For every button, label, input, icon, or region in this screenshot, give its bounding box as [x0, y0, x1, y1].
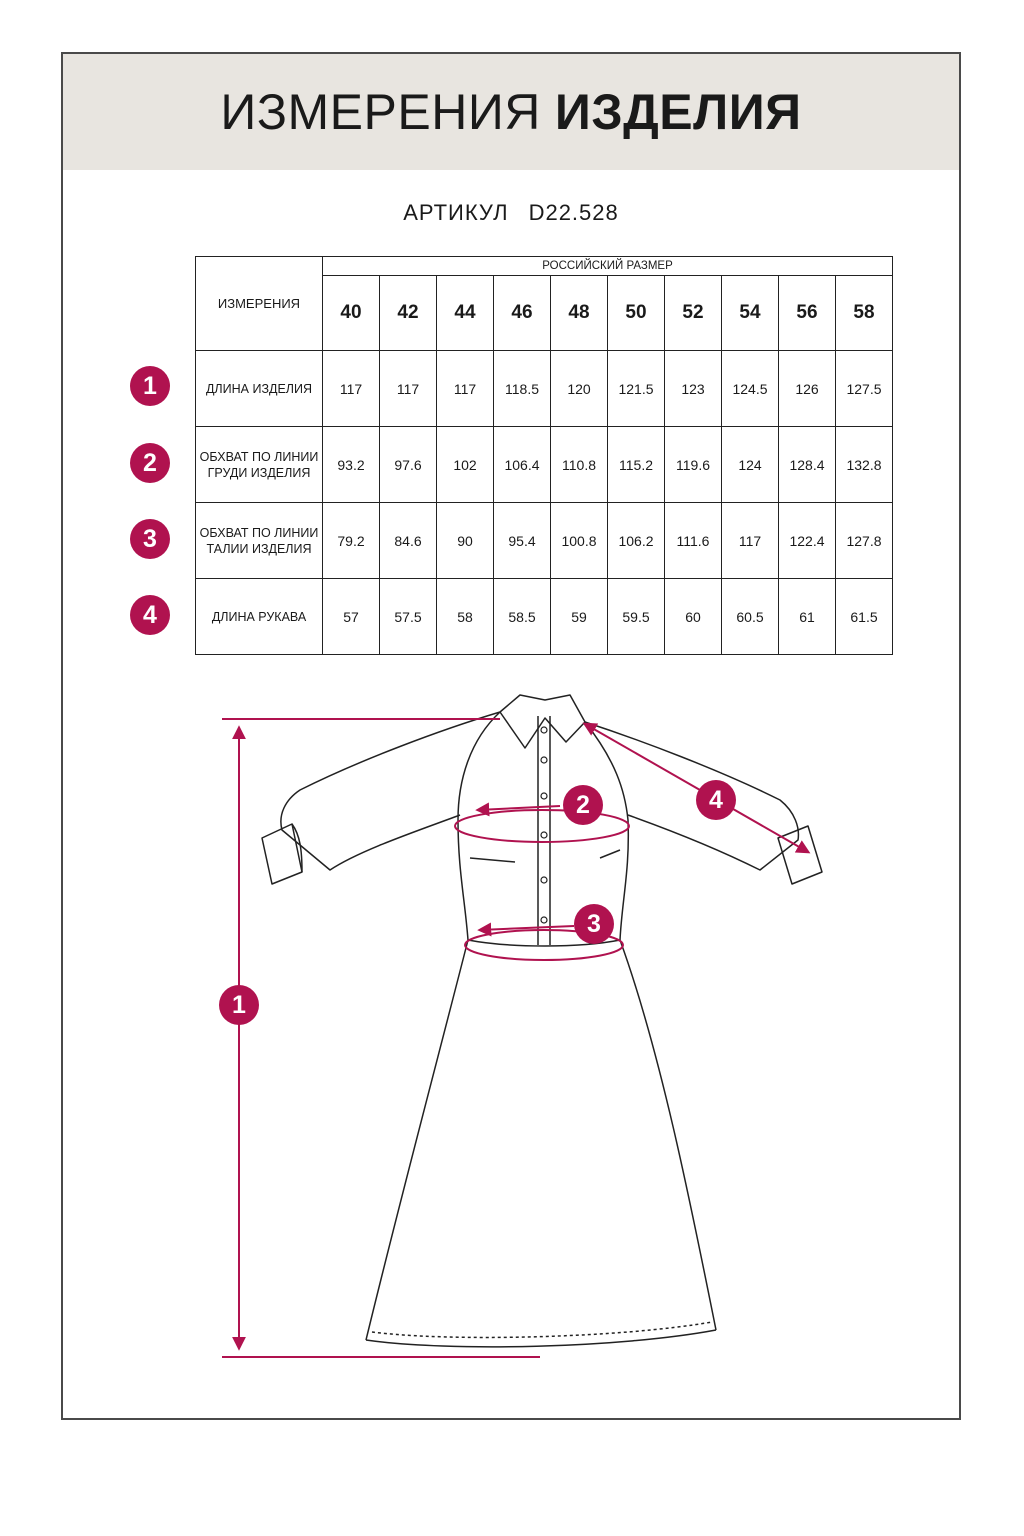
button-dots: [541, 727, 547, 923]
table-cell: 122.4: [779, 503, 836, 579]
size-header: 48: [551, 276, 608, 351]
table-cell: 95.4: [494, 503, 551, 579]
row-label-waist: ОБХВАТ ПО ЛИНИИ ТАЛИИ ИЗДЕЛИЯ: [196, 503, 323, 579]
table-cell: 117: [323, 351, 380, 427]
table-cell: 127.8: [836, 503, 893, 579]
diagram-marker-2: 2: [563, 785, 603, 825]
table-cell: 126: [779, 351, 836, 427]
table-cell: 118.5: [494, 351, 551, 427]
row-label-sleeve: ДЛИНА РУКАВА: [196, 579, 323, 655]
table-cell: 61.5: [836, 579, 893, 655]
length-measure: [222, 719, 540, 1357]
dress-outline: [262, 695, 822, 1347]
size-header: 50: [608, 276, 665, 351]
article-code: D22.528: [528, 200, 619, 225]
table-cell: 106.4: [494, 427, 551, 503]
title-bold: ИЗДЕЛИЯ: [554, 84, 802, 140]
title-light: ИЗМЕРЕНИЯ: [220, 84, 541, 140]
table-cell: 119.6: [665, 427, 722, 503]
table-cell: 110.8: [551, 427, 608, 503]
table-cell: 128.4: [779, 427, 836, 503]
diagram-marker-4: 4: [696, 780, 736, 820]
row-label-length: ДЛИНА ИЗДЕЛИЯ: [196, 351, 323, 427]
table-cell: 90: [437, 503, 494, 579]
size-header: 58: [836, 276, 893, 351]
table-cell: 97.6: [380, 427, 437, 503]
table-cell: 58.5: [494, 579, 551, 655]
table-cell: 57: [323, 579, 380, 655]
table-cell: 58: [437, 579, 494, 655]
table-cell: 120: [551, 351, 608, 427]
table-cell: 61: [779, 579, 836, 655]
table-cell: 123: [665, 351, 722, 427]
diagram-marker-1: 1: [219, 985, 259, 1025]
table-cell: 93.2: [323, 427, 380, 503]
size-header: 42: [380, 276, 437, 351]
table-cell: 127.5: [836, 351, 893, 427]
size-header: 46: [494, 276, 551, 351]
diagram-marker-3: 3: [574, 904, 614, 944]
table-cell: 102: [437, 427, 494, 503]
size-header: 54: [722, 276, 779, 351]
table-cell: 59.5: [608, 579, 665, 655]
size-header: 56: [779, 276, 836, 351]
table-cell: 132.8: [836, 427, 893, 503]
table-cell: 117: [722, 503, 779, 579]
table-cell: 84.6: [380, 503, 437, 579]
table-cell: 100.8: [551, 503, 608, 579]
row-marker-4: 4: [130, 595, 170, 635]
table-cell: 111.6: [665, 503, 722, 579]
table-cell: 106.2: [608, 503, 665, 579]
table-cell: 60.5: [722, 579, 779, 655]
size-header: 52: [665, 276, 722, 351]
size-group-header: РОССИЙСКИЙ РАЗМЕР: [323, 257, 893, 276]
table-cell: 57.5: [380, 579, 437, 655]
table-cell: 124: [722, 427, 779, 503]
table-cell: 115.2: [608, 427, 665, 503]
table-cell: 117: [380, 351, 437, 427]
table-cell: 59: [551, 579, 608, 655]
article-label: АРТИКУЛ: [403, 200, 509, 225]
size-header: 44: [437, 276, 494, 351]
row-label-chest: ОБХВАТ ПО ЛИНИИ ГРУДИ ИЗДЕЛИЯ: [196, 427, 323, 503]
table-cell: 79.2: [323, 503, 380, 579]
row-marker-1: 1: [130, 366, 170, 406]
table-cell: 124.5: [722, 351, 779, 427]
table-cell: 117: [437, 351, 494, 427]
table-cell: 60: [665, 579, 722, 655]
table-cell: 121.5: [608, 351, 665, 427]
row-marker-3: 3: [130, 519, 170, 559]
size-header: 40: [323, 276, 380, 351]
row-marker-2: 2: [130, 443, 170, 483]
measure-header: ИЗМЕРЕНИЯ: [196, 257, 323, 351]
